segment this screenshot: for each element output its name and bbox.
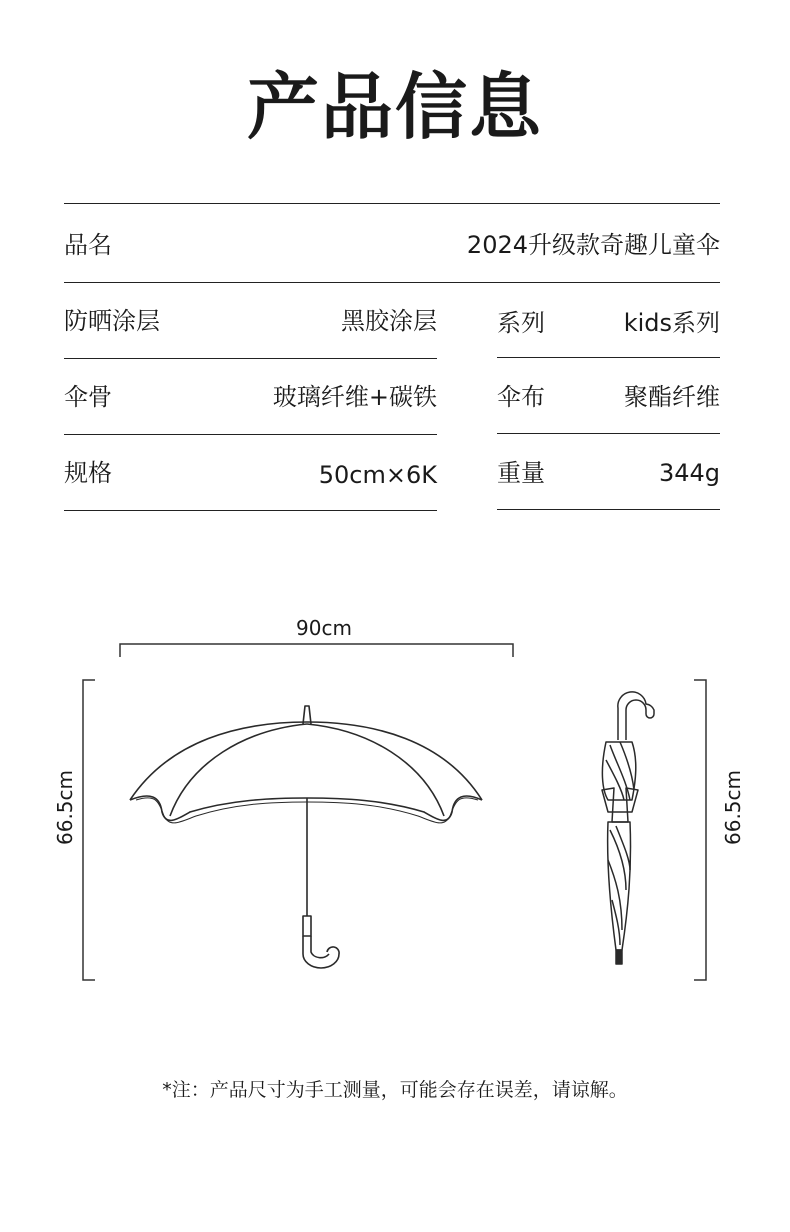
closed-height-dimension-label: 66.5cm <box>721 769 745 845</box>
width-bracket <box>120 644 513 657</box>
spec-label-weight: 重量 <box>497 459 545 487</box>
spec-value-fabric: 聚酯纤维 <box>624 383 720 411</box>
open-umbrella-icon <box>130 706 482 968</box>
spec-label-frame: 伞骨 <box>64 383 112 411</box>
spec-value-weight: 344g <box>658 459 720 487</box>
spec-value-name: 2024升级款奇趣儿童伞 <box>466 231 720 259</box>
spec-label-name: 品名 <box>64 231 112 259</box>
closed-height-bracket <box>694 680 706 980</box>
open-height-bracket <box>83 680 95 980</box>
spec-label-series: 系列 <box>497 309 545 337</box>
spec-label-size: 规格 <box>64 459 112 487</box>
spec-value-series: kids系列 <box>623 309 720 337</box>
width-dimension-label: 90cm <box>296 616 352 640</box>
open-height-dimension-label: 66.5cm <box>53 769 77 845</box>
spec-label-coating: 防晒涂层 <box>64 307 160 335</box>
spec-value-coating: 黑胶涂层 <box>341 307 437 335</box>
spec-value-size: 50cm×6K <box>318 461 437 489</box>
closed-umbrella-icon <box>602 692 654 964</box>
spec-value-frame: 玻璃纤维+碳铁 <box>272 383 437 411</box>
disclaimer-note: *注：产品尺寸为手工测量，可能会存在误差，请谅解。 <box>162 1079 628 1101</box>
spec-label-fabric: 伞布 <box>497 383 545 411</box>
page-title: 产品信息 <box>246 65 543 149</box>
